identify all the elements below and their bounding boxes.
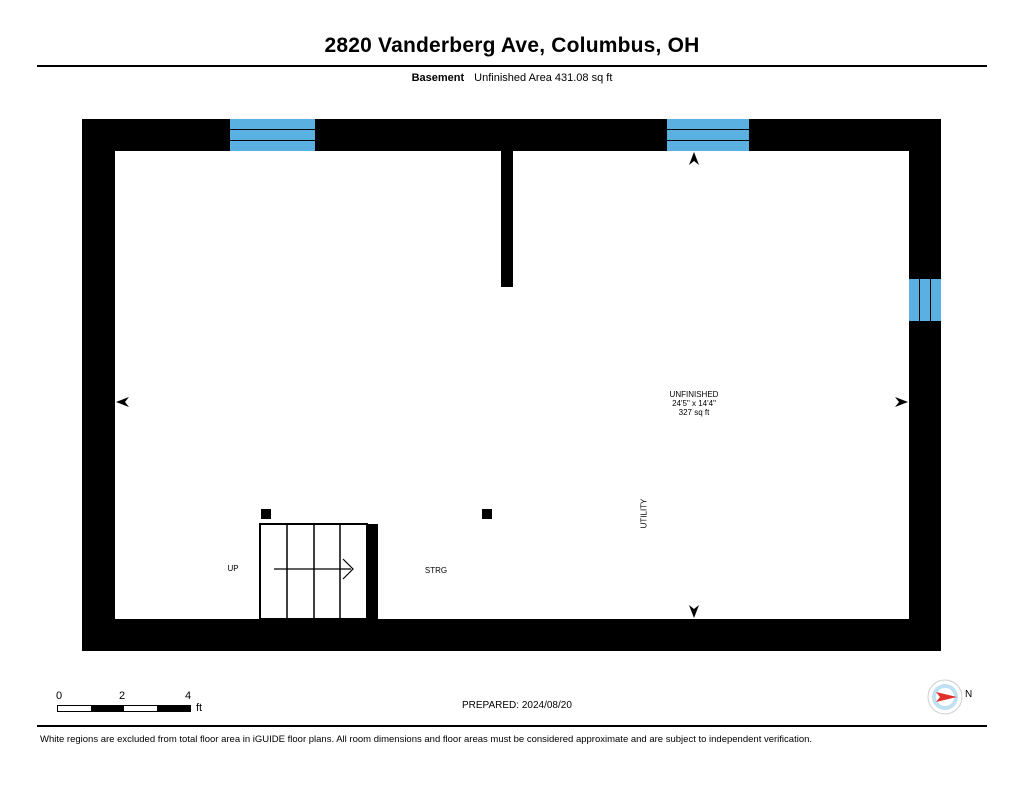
room-dimensions: 24'5" x 14'4" xyxy=(672,399,716,408)
scale-unit: ft xyxy=(196,702,203,714)
window-right xyxy=(909,279,941,321)
compass-icon xyxy=(927,679,963,715)
wall-bottom xyxy=(82,619,941,651)
wall-right xyxy=(909,119,941,651)
support-column xyxy=(482,509,492,519)
floor-level-label: Basement xyxy=(411,72,465,84)
scale-bar-frame xyxy=(57,705,191,712)
interior-partition-wall xyxy=(501,151,513,287)
compass xyxy=(927,679,977,715)
staircase xyxy=(259,523,369,620)
wall-top xyxy=(82,119,941,151)
room-name: UNFINISHED xyxy=(669,390,719,399)
window-top-right xyxy=(667,119,749,151)
dimension-arrow-right xyxy=(895,397,909,407)
dimension-arrow-top xyxy=(689,152,699,166)
prepared-date: PREPARED: 2024/08/20 xyxy=(462,700,572,711)
page-title: 2820 Vanderberg Ave, Columbus, OH xyxy=(324,34,700,57)
scale-tick-0: 0 xyxy=(56,690,63,702)
support-column xyxy=(261,509,271,519)
scale-tick-4: 4 xyxy=(185,690,192,702)
disclaimer-text: White regions are excluded from total floor area in iGUIDE floor plans. All room dimensions and floor areas must be considered approximate and are subject to independent verification. xyxy=(40,734,813,745)
room-label-unfinished xyxy=(644,390,744,417)
compass-north-label: N xyxy=(965,689,973,700)
dimension-arrow-left xyxy=(116,397,130,407)
stairs-up-label: UP xyxy=(227,564,239,573)
room-area: 327 sq ft xyxy=(678,408,710,417)
room-label-utility: UTILITY xyxy=(639,498,649,529)
scale-tick-2: 2 xyxy=(119,690,126,702)
area-summary: Unfinished Area 431.08 sq ft xyxy=(474,72,613,84)
window-top-left xyxy=(230,119,315,151)
wall-left xyxy=(82,119,115,651)
dimension-arrow-bottom xyxy=(689,605,699,619)
footer-divider xyxy=(37,725,987,727)
room-label-storage: STRG xyxy=(424,566,448,575)
